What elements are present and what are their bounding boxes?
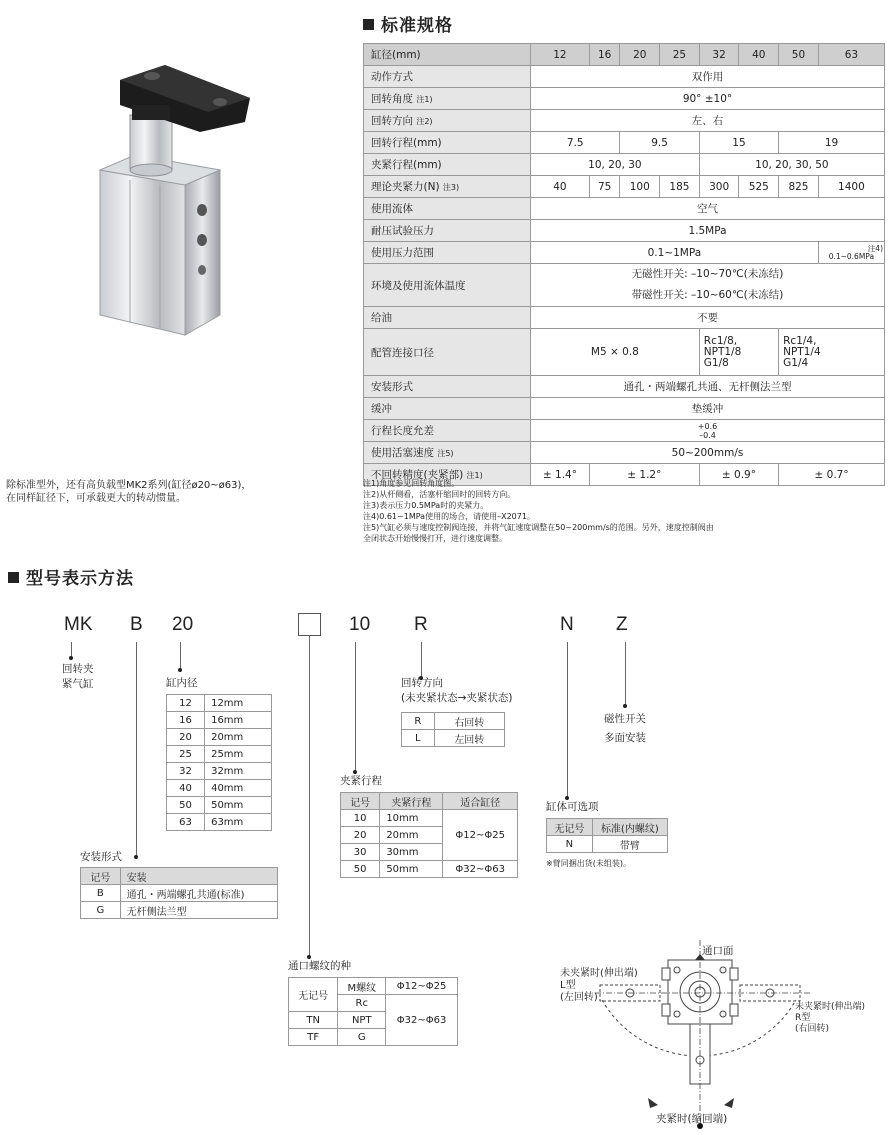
rotation-table [401, 712, 505, 747]
stroke-table [340, 792, 518, 878]
bore-table [166, 694, 272, 831]
mount-table [80, 867, 278, 919]
option-note: ※臂同捆出货(未组装)。 [546, 859, 631, 868]
table-row: TF G [289, 1029, 458, 1046]
spec-row: 行程长度允差 +0.6 –0.4 [364, 420, 885, 442]
spec-row: 回转角度 注1) 90° ±10° [364, 88, 885, 110]
spec-row: 回转行程(mm) 7.5 9.5 15 19 [364, 132, 885, 154]
table-row: 50 50mm Φ32~Φ63 [341, 861, 518, 878]
thread-label: 通口螺纹的种 [288, 960, 351, 972]
model-title: 型号表示方法 [8, 564, 134, 589]
mount-label: 安装形式 [80, 851, 122, 863]
series-label: 回转夹 紧气缸 [62, 663, 94, 690]
table-header-row: 无记号 标准(内螺纹) [547, 819, 668, 836]
spec-row: 耐压试验压力 1.5MPa [364, 220, 885, 242]
spec-row: 使用流体 空气 [364, 198, 885, 220]
r-type-label: 未夹紧时(伸出端) R型 (右回转) [795, 1002, 866, 1034]
table-row: TN NPT [289, 1012, 458, 1029]
spec-row: 回转方向 注2) 左、右 [364, 110, 885, 132]
spec-row: 动作方式 双作用 [364, 66, 885, 88]
table-row: 40 40mm [167, 780, 272, 797]
table-header-row: 记号 安装 [81, 868, 278, 885]
table-row: 63 63mm [167, 814, 272, 831]
l-type-label: 未夹紧时(伸出端) L型 (左回转) [560, 968, 638, 1003]
clamp-label: 夹紧时(缩回端) [656, 1113, 728, 1125]
spec-table [363, 43, 885, 486]
spec-row: 理论夹紧力(N) 注3) 40 75 100 185 300 525 825 1400 [364, 176, 885, 198]
spec-row: 环境及使用流体温度 无磁性开关: –10~70℃(未冻结) 带磁性开关: –10~60℃(未冻结) [364, 264, 885, 307]
table-row: 16 16mm [167, 712, 272, 729]
table-row: 32 32mm [167, 763, 272, 780]
table-row: 12 12mm [167, 695, 272, 712]
code-bore: 20 [172, 614, 194, 635]
spec-row: 不回转精度(夹紧部) 注1) ± 1.4° ± 1.2° ± 0.9° ± 0.7° [364, 464, 885, 486]
spec-notes: 注1)角度参见回转角度图。 注2)从杆侧看，活塞杆缩回时的回转方向。 注3)表示压力0.5MPa时的夹紧力。 注4)0.61~1MPa使用的场合，请使用–X2071。 注5)气缸必须与速度控制阀连接，并将气缸速度调整在50~200mm/s的范围。另外，速度控制阀由 全闭状态开始慢慢打开，进行速度调整。 [363, 479, 714, 543]
table-row: B 通孔・两端螺孔共通(标准) [81, 885, 278, 902]
port-face-label: 通口面 [702, 945, 734, 957]
spec-row: 配管连接口径 M5 × 0.8 Rc1/8, NPT1/8 G1/8 Rc1/4, NPT1/4 G1/4 [364, 329, 885, 376]
code-rotation: R [414, 614, 428, 635]
code-thread-box [298, 613, 321, 636]
rotation-label: 回转方向 (未夹紧状态→夹紧状态) [401, 677, 513, 704]
spec-row: 使用压力范围 0.1~1MPa 注4) 0.1~0.6MPa [364, 242, 885, 264]
option-label: 缸体可选项 [546, 801, 599, 813]
table-row: L 左回转 [402, 730, 505, 747]
table-row: 30 30mm [341, 844, 518, 861]
code-stroke: 10 [349, 614, 371, 635]
code-option: N [560, 614, 574, 635]
code-switch: Z [616, 614, 628, 635]
table-row: 20 20mm [341, 827, 518, 844]
option-table [546, 818, 668, 853]
spec-title: 标准规格 [363, 11, 453, 36]
bore-label: 缸内径 [166, 677, 198, 689]
spec-row: 使用活塞速度 注5) 50~200mm/s [364, 442, 885, 464]
table-header-row: 记号 夹紧行程 适合缸径 [341, 793, 518, 810]
spec-row: 给油 不要 [364, 307, 885, 329]
code-mount: B [130, 614, 143, 635]
table-row: 25 25mm [167, 746, 272, 763]
table-row: G 无杆侧法兰型 [81, 902, 278, 919]
thread-table [288, 977, 458, 1046]
spec-row: 夹紧行程(mm) 10, 20, 30 10, 20, 30, 50 [364, 154, 885, 176]
code-series: MK [64, 614, 93, 635]
spec-header-row: 缸径(mm) 12 16 20 25 32 40 50 63 [364, 44, 885, 66]
spec-row: 缓冲 垫缓冲 [364, 398, 885, 420]
table-row: Rc Φ32~Φ63 [289, 995, 458, 1012]
table-row: 无记号 M螺纹 Φ12~Φ25 [289, 978, 458, 995]
table-row: 10 10mm Φ12~Φ25 [341, 810, 518, 827]
product-description: 除标准型外，还有高负载型MK2系列(缸径ø20~ø63)， 在同样缸径下，可承载更大的转动惯量。 [6, 480, 252, 504]
table-row: N 带臂 [547, 836, 668, 853]
switch-label: 磁性开关 多面安装 [604, 713, 646, 744]
stroke-label: 夹紧行程 [340, 775, 382, 787]
spec-row: 安装形式 通孔・两端螺孔共通、无杆侧法兰型 [364, 376, 885, 398]
product-photo [90, 60, 270, 340]
table-row: 20 20mm [167, 729, 272, 746]
square-bullet-icon [363, 19, 374, 30]
table-row: 50 50mm [167, 797, 272, 814]
table-row: R 右回转 [402, 713, 505, 730]
square-bullet-icon [8, 572, 19, 583]
